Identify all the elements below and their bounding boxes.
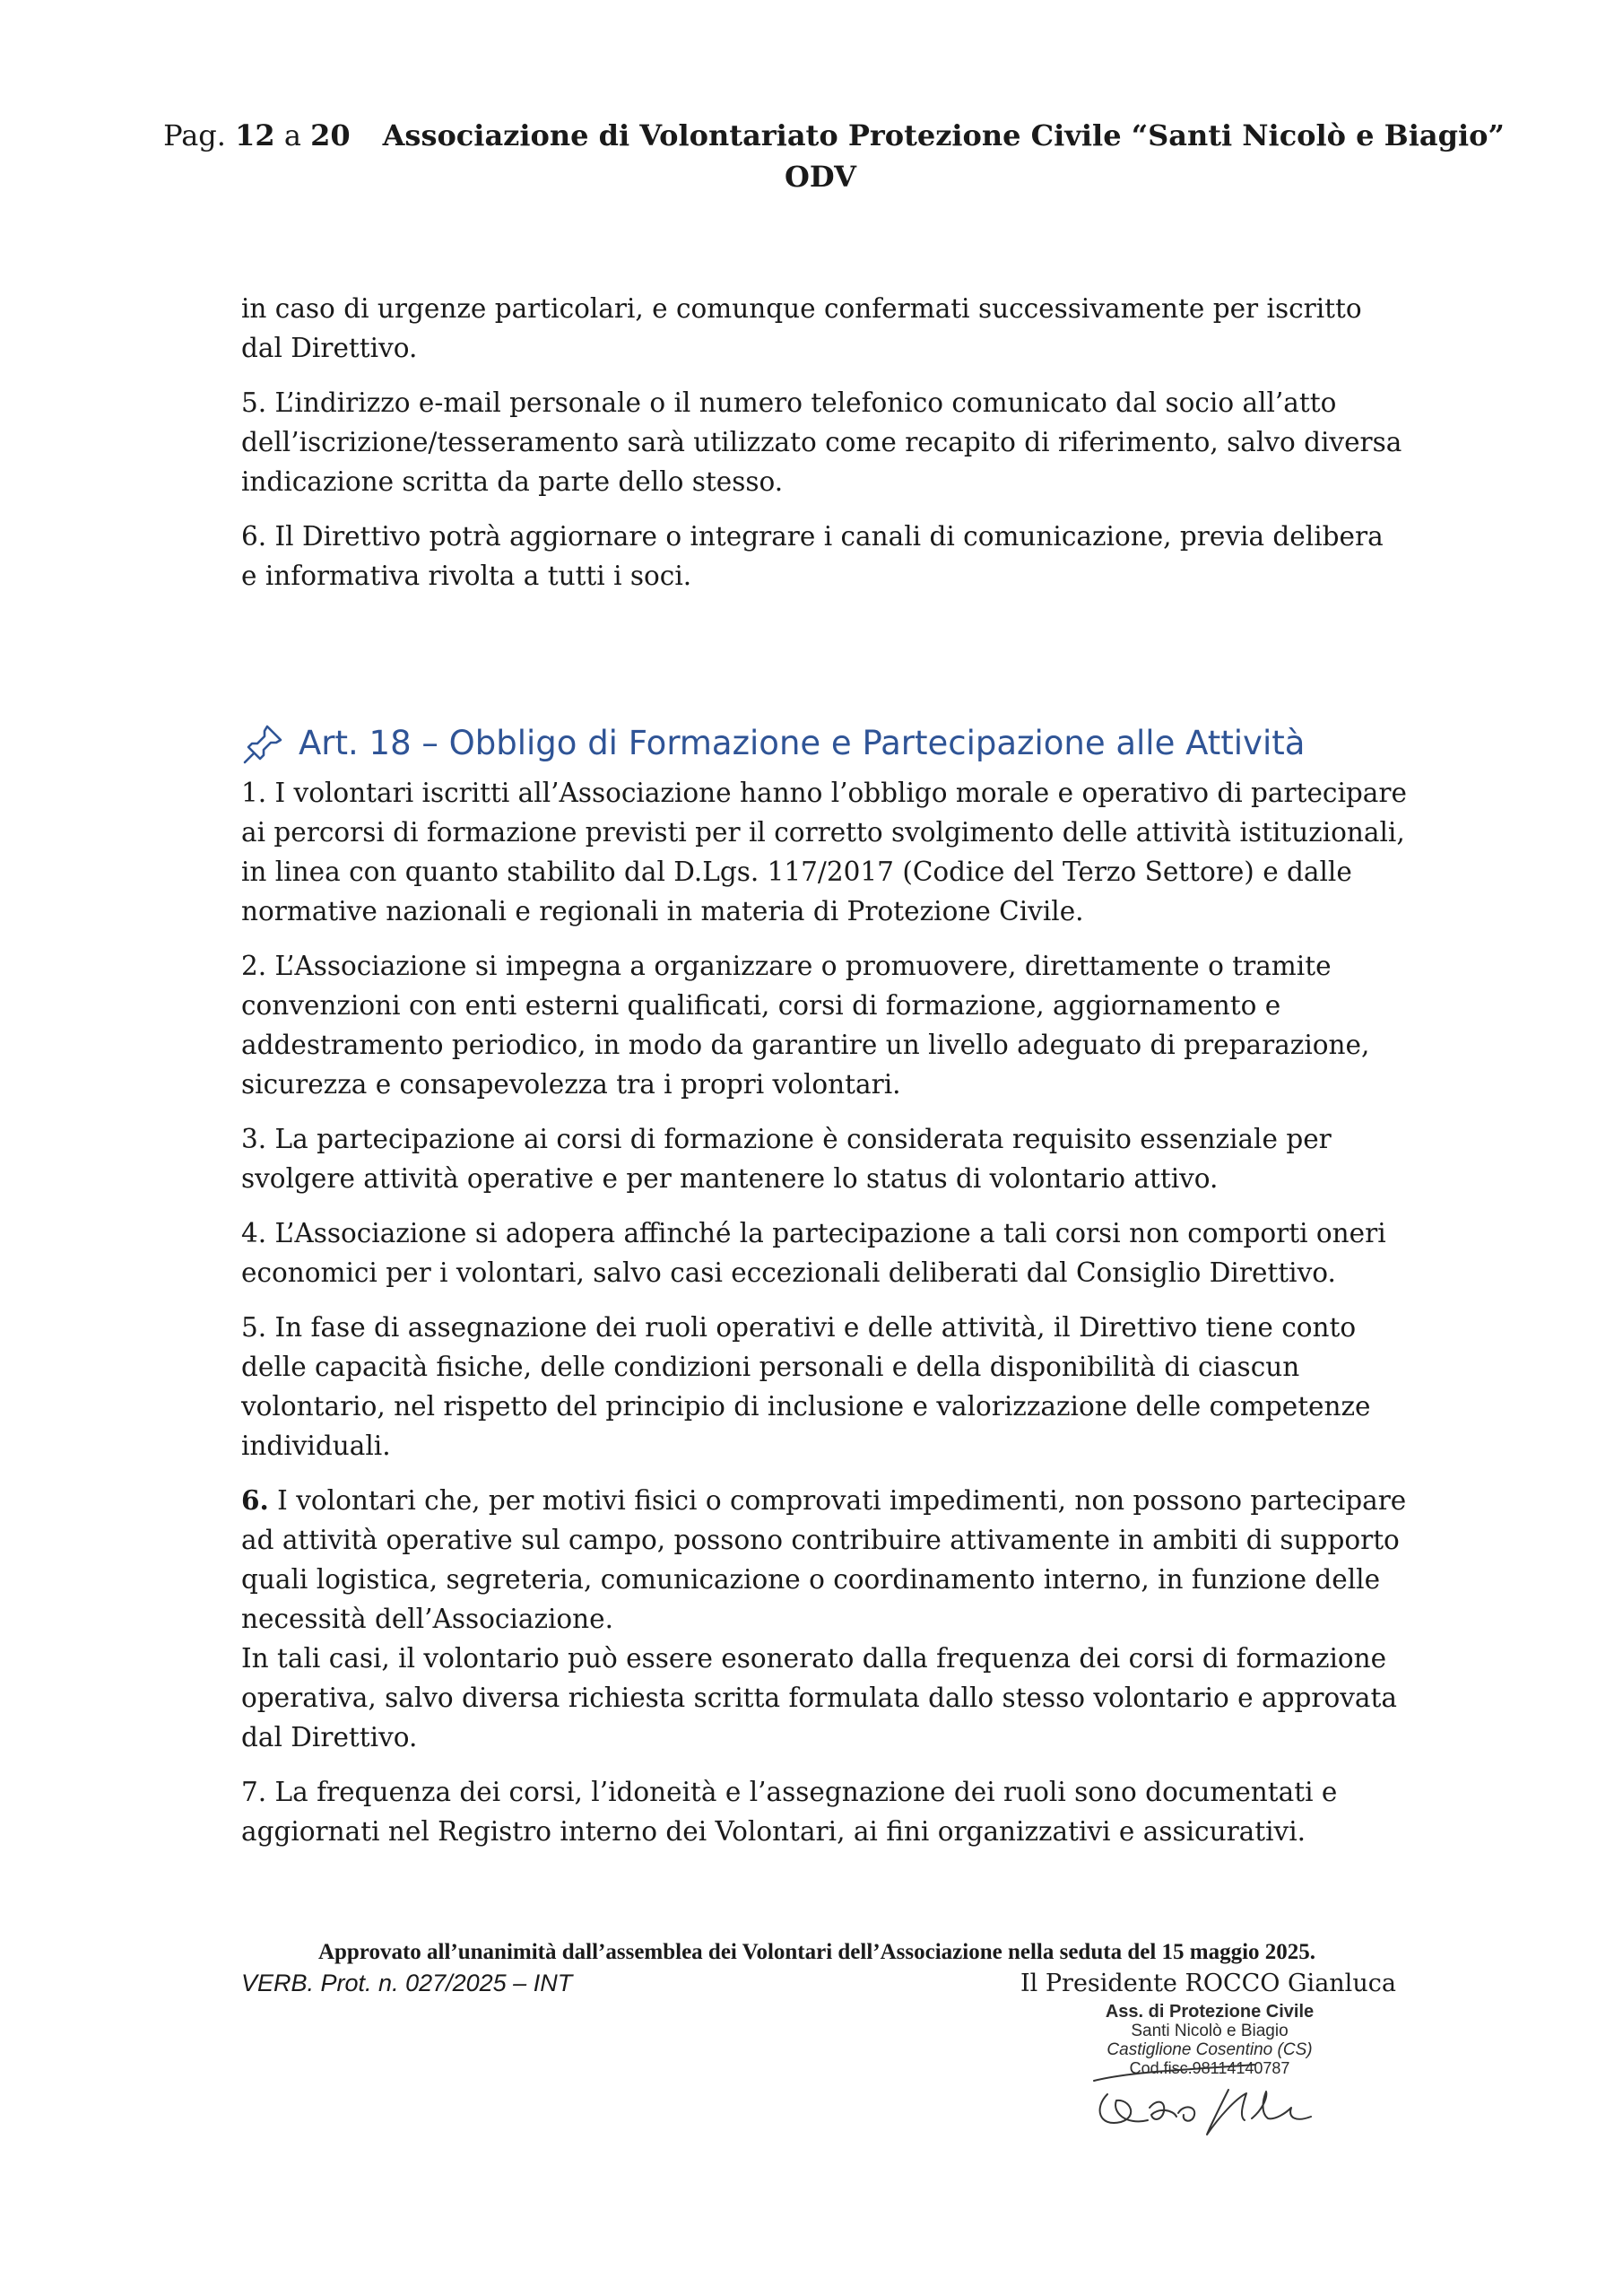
stamp-line-3: Castiglione Cosentino (CS) [1107, 2040, 1313, 2059]
stamp-line-4: Cod.fisc.98114140787 [1129, 2059, 1290, 2077]
approval-note: Approvato all’unanimità dall’assemblea dei Volontari dell’Associazione nella seduta del 15 maggio 2025. [317, 1940, 1316, 1964]
paragraph-6-number: 6. [241, 1484, 269, 1516]
article-title: Art. 18 – Obbligo di Formazione e Partecipazione alle Attività [299, 724, 1306, 762]
pushpin-icon [241, 721, 286, 766]
president-signature-label: Il Presidente ROCCO Gianluca [1020, 1970, 1396, 1997]
page-indicator: Pag. 12 a 20 [163, 118, 351, 152]
stamp-line-1: Ass. di Protezione Civile [1105, 2002, 1315, 2022]
article-paragraph-5: 5. In fase di assegnazione dei ruoli operativi e delle attività, il Direttivo tiene conto delle capacità fisiche, delle condizioni personali e della disponibilità di ciascun volontario, nel rispetto del principio di inclusione e valorizzazione delle competenze individuali. [241, 1312, 1371, 1461]
article-paragraph-4: 4. L’Associazione si adopera affinché la partecipazione a tali corsi non comporti oneri economici per i volontari, salvo casi eccezionali deliberati dal Consiglio Direttivo. [241, 1218, 1386, 1288]
protocol-number: VERB. Prot. n. 027/2025 – INT [241, 1970, 573, 1996]
association-name: Associazione di Volontariato Protezione Civile “Santi Nicolò e Biagio” [382, 118, 1505, 152]
paragraph-6: 6. Il Direttivo potrà aggiornare o integrare i canali di comunicazione, previa delibera e informativa rivolta a tutti i soci. [241, 521, 1384, 591]
paragraph-continued: in caso di urgenze particolari, e comunque confermati successivamente per iscritto dal Direttivo. [241, 293, 1362, 363]
paragraph-5: 5. L’indirizzo e-mail personale o il numero telefonico comunicato dal socio all’atto dell’iscrizione/tesseramento sarà utilizzato come recapito di riferimento, salvo diversa indicazione scritta da parte dello stesso. [241, 387, 1402, 497]
intro-section [241, 289, 1407, 611]
article-paragraph-1: 1. I volontari iscritti all’Associazione hanno l’obbligo morale e operativo di partecipare ai percorsi di formazione previsti per il corretto svolgimento delle attività istituzionali, in linea con quanto stabilito dal D.Lgs. 117/2017 (Codice del Terzo Settore) e dalle normative nazionali e regionali in materia di Protezione Civile. [241, 778, 1407, 926]
article-paragraph-3: 3. La partecipazione ai corsi di formazione è considerata requisito essenziale per svolgere attività operative e per mantenere lo status di volontario attivo. [241, 1124, 1332, 1194]
association-suffix: ODV [785, 160, 856, 194]
stamp-line-2: Santi Nicolò e Biagio [1131, 2022, 1289, 2040]
article-paragraph-2: 2. L’Associazione si impegna a organizzare o promuovere, direttamente o tramite convenzioni con enti esterni qualificati, corsi di formazione, aggiornamento e addestramento periodico, in modo da garantire un livello adeguato di preparazione, sicurezza e consapevolezza tra i propri volontari. [241, 951, 1370, 1100]
article-paragraph-6b: In tali casi, il volontario può essere esonerato dalla frequenza dei corsi di formazione operativa, salvo diversa richiesta scritta formulata dallo stesso volontario e approvata dal Direttivo. [241, 1643, 1397, 1752]
article-heading [241, 719, 1407, 768]
handwritten-signature [1076, 2045, 1345, 2144]
paragraph-6-text: I volontari che, per motivi fisici o comprovati impedimenti, non possono partecipare ad attività operative sul campo, possono contribuire attivamente in ambiti di supporto quali logistica, segreteria, comunicazione o coordinamento interno, in funzione delle necessità dell’Associazione. [241, 1485, 1407, 1634]
article-paragraph-7: 7. La frequenza dei corsi, l’idoneità e l’assegnazione dei ruoli sono documentati e aggiornati nel Registro interno dei Volontari, ai fini organizzativi e assicurativi. [241, 1777, 1338, 1847]
page-header [0, 115, 1623, 197]
article-body [241, 773, 1407, 1866]
article-paragraph-6 [241, 1481, 1407, 1639]
